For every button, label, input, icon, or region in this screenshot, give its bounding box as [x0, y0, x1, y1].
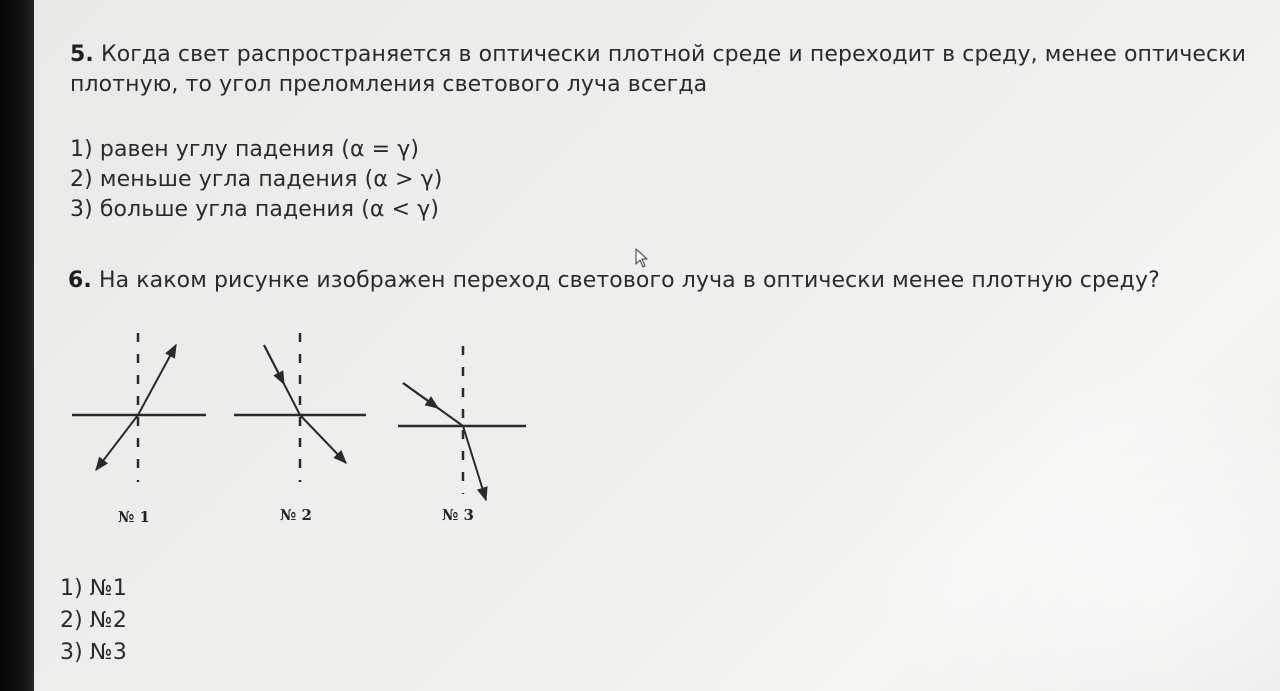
figure-1-ray-upper	[138, 345, 176, 415]
figure-2-label: № 2	[280, 506, 312, 524]
figure-2-diagram	[234, 333, 366, 482]
figure-2-ray-refracted	[300, 415, 346, 463]
question-5-text-1: Когда свет распространяется в оптически плотной среде и переходит в среду, менее оптически	[100, 42, 1247, 67]
question-6-number: 6.	[68, 268, 92, 293]
question-6-option-1[interactable]: 1) №1	[60, 576, 127, 601]
question-5-number: 5.	[70, 42, 94, 67]
question-6-text: На каком рисунке изображен переход светового луча в оптически менее плотную среду?	[98, 268, 1160, 293]
question-5-option-3[interactable]: 3) больше угла падения (α < γ)	[70, 197, 440, 222]
question-5-line-2: плотную, то угол преломления светового луча всегда	[70, 72, 708, 97]
figure-1-diagram	[72, 333, 206, 482]
figure-2-incident-arrow	[264, 345, 284, 384]
figure-3-label: № 3	[442, 506, 474, 524]
figure-1-ray-lower	[96, 415, 138, 470]
question-6-option-2[interactable]: 2) №2	[60, 608, 127, 633]
figure-3-incident-arrow	[403, 383, 438, 408]
question-6-option-3[interactable]: 3) №3	[60, 640, 127, 665]
mouse-cursor-icon	[635, 248, 651, 270]
figure-3-ray-refracted	[463, 426, 486, 500]
refraction-diagrams	[34, 0, 1280, 691]
screen	[34, 0, 1280, 691]
figure-3-diagram	[398, 346, 526, 500]
question-5-option-2[interactable]: 2) меньше угла падения (α > γ)	[70, 167, 443, 192]
monitor-bezel	[0, 0, 36, 691]
figure-1-label: № 1	[118, 508, 150, 526]
question-5-option-1[interactable]: 1) равен углу падения (α = γ)	[70, 137, 420, 162]
